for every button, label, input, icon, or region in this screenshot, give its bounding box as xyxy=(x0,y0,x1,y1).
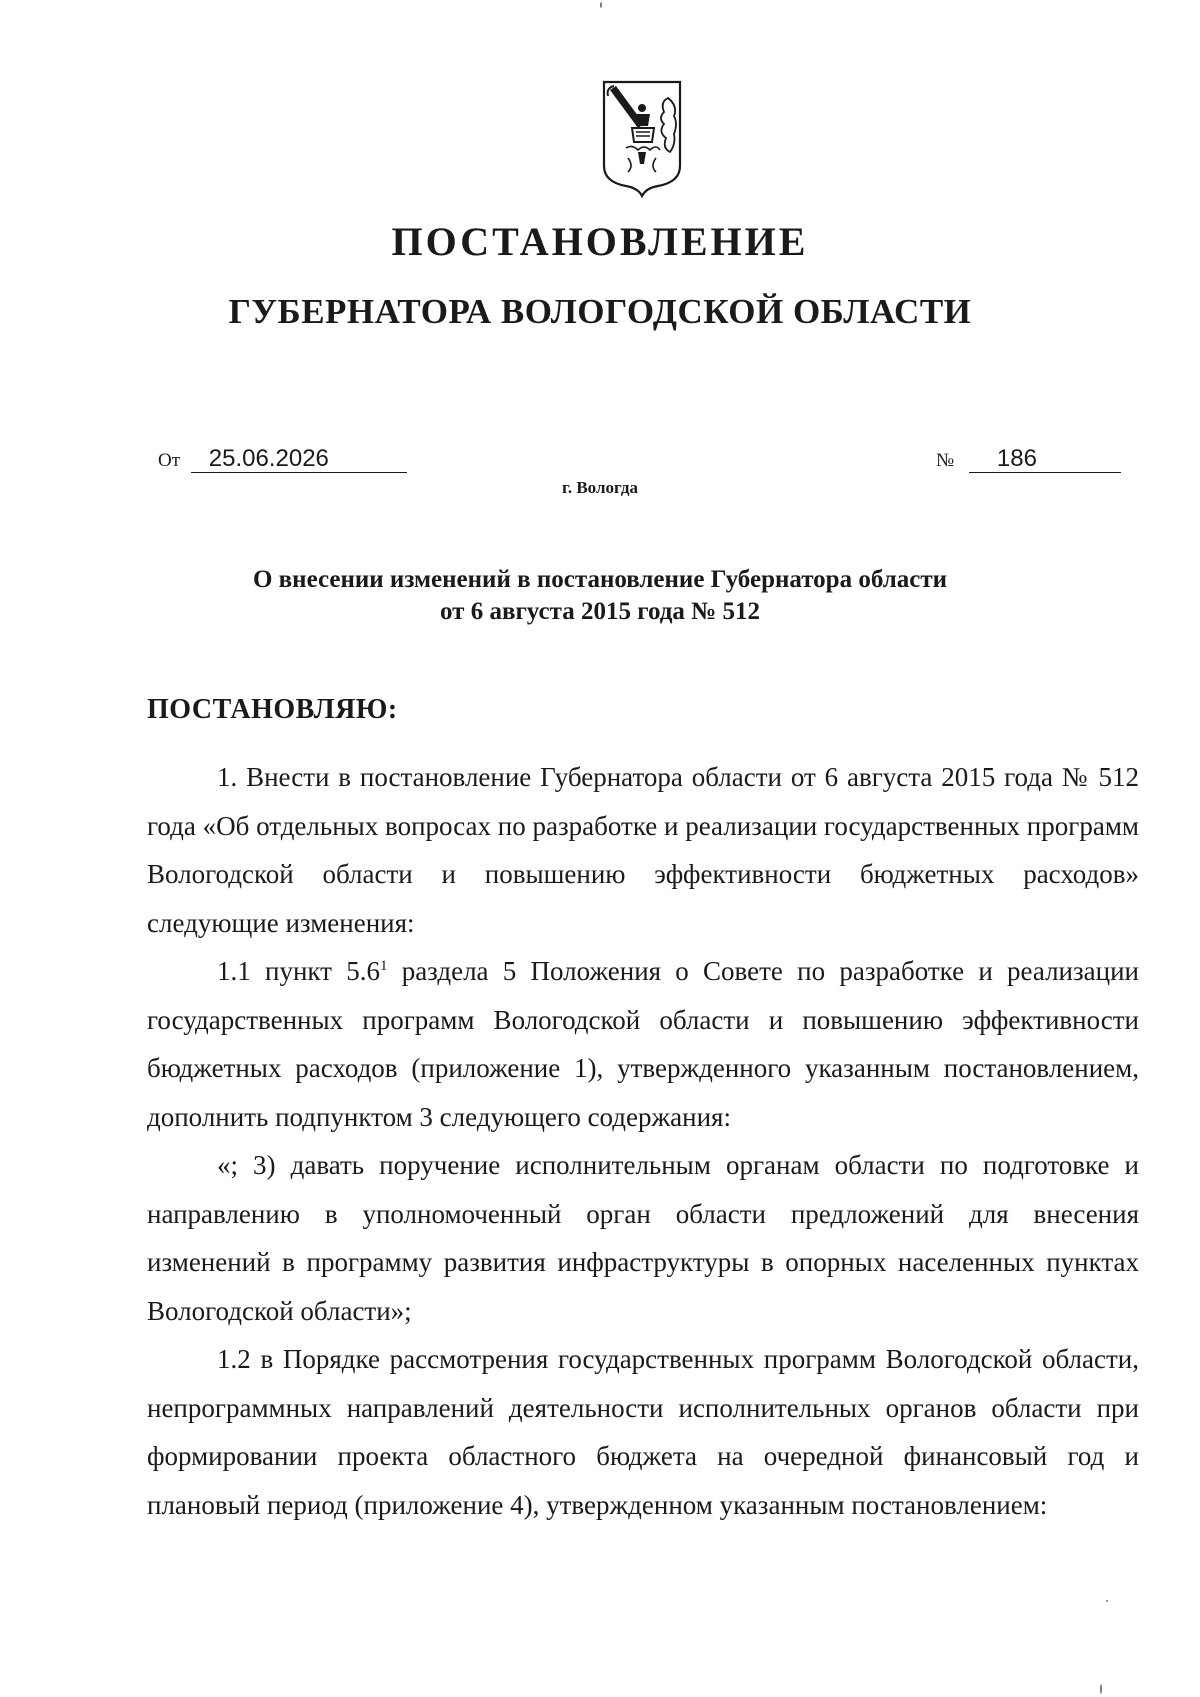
paragraph-1-1 xyxy=(147,947,1139,1141)
number-field xyxy=(936,446,1121,473)
paragraph-1-1-superscript: 1 xyxy=(379,958,388,974)
subject-line-1: О внесении изменений в постановление Губернатора области xyxy=(252,566,948,593)
coat-of-arms-icon xyxy=(598,78,686,198)
number-prefix: № xyxy=(936,450,955,471)
document-body xyxy=(147,753,1139,1529)
date-prefix: От xyxy=(158,450,181,471)
paragraph-1: 1. Внести в постановление Губернатора области от 6 августа 2015 года № 512 года «Об отдельных вопросах по разработке и реализации государственных программ Вологодской области и повышению эффективности бюджетных расходов» следующие изменения: xyxy=(147,762,1139,938)
document-subject xyxy=(0,564,1200,628)
paragraph-quote: «; 3) давать поручение исполнительным органам области по подготовке и направлению в уполномоченный орган области предложений для внесения изменений в программу развития инфраструктуры в опорных населенных пунктах Вологодской области»; xyxy=(147,1150,1139,1326)
scan-mark xyxy=(600,2,602,8)
date-field xyxy=(158,446,407,473)
scan-mark xyxy=(1100,1684,1102,1694)
paragraph-1-1-end: раздела 5 Положения о Совете по разработке и реализации государственных программ Вологодской области и повышению эффективности бюджетных расходов (приложение 1), утвержденного указанным постановлением, дополнить подпунктом 3 следующего содержания: xyxy=(147,956,1139,1132)
paragraph-1-2: 1.2 в Порядке рассмотрения государственных программ Вологодской области, непрограммных направлений деятельности исполнительных органов области при формировании проекта областного бюджета на очередной финансовый год и плановый период (приложение 4), утвержденном указанным постановлением: xyxy=(147,1344,1139,1520)
document-title: ПОСТАНОВЛЕНИЕ xyxy=(391,219,809,264)
paragraph-1-1-start: 1.1 пункт 5.6 xyxy=(217,956,380,986)
scan-mark xyxy=(1106,1600,1108,1602)
subject-line-2: от 6 августа 2015 года № 512 xyxy=(440,598,760,625)
date-value: 25.06.2026 xyxy=(191,446,407,473)
decree-heading: ПОСТАНОВЛЯЮ: xyxy=(147,694,398,725)
number-value: 186 xyxy=(969,446,1121,473)
document-issuer: ГУБЕРНАТОРА ВОЛОГОДСКОЙ ОБЛАСТИ xyxy=(228,292,972,331)
city-label: г. Вологда xyxy=(562,478,638,497)
